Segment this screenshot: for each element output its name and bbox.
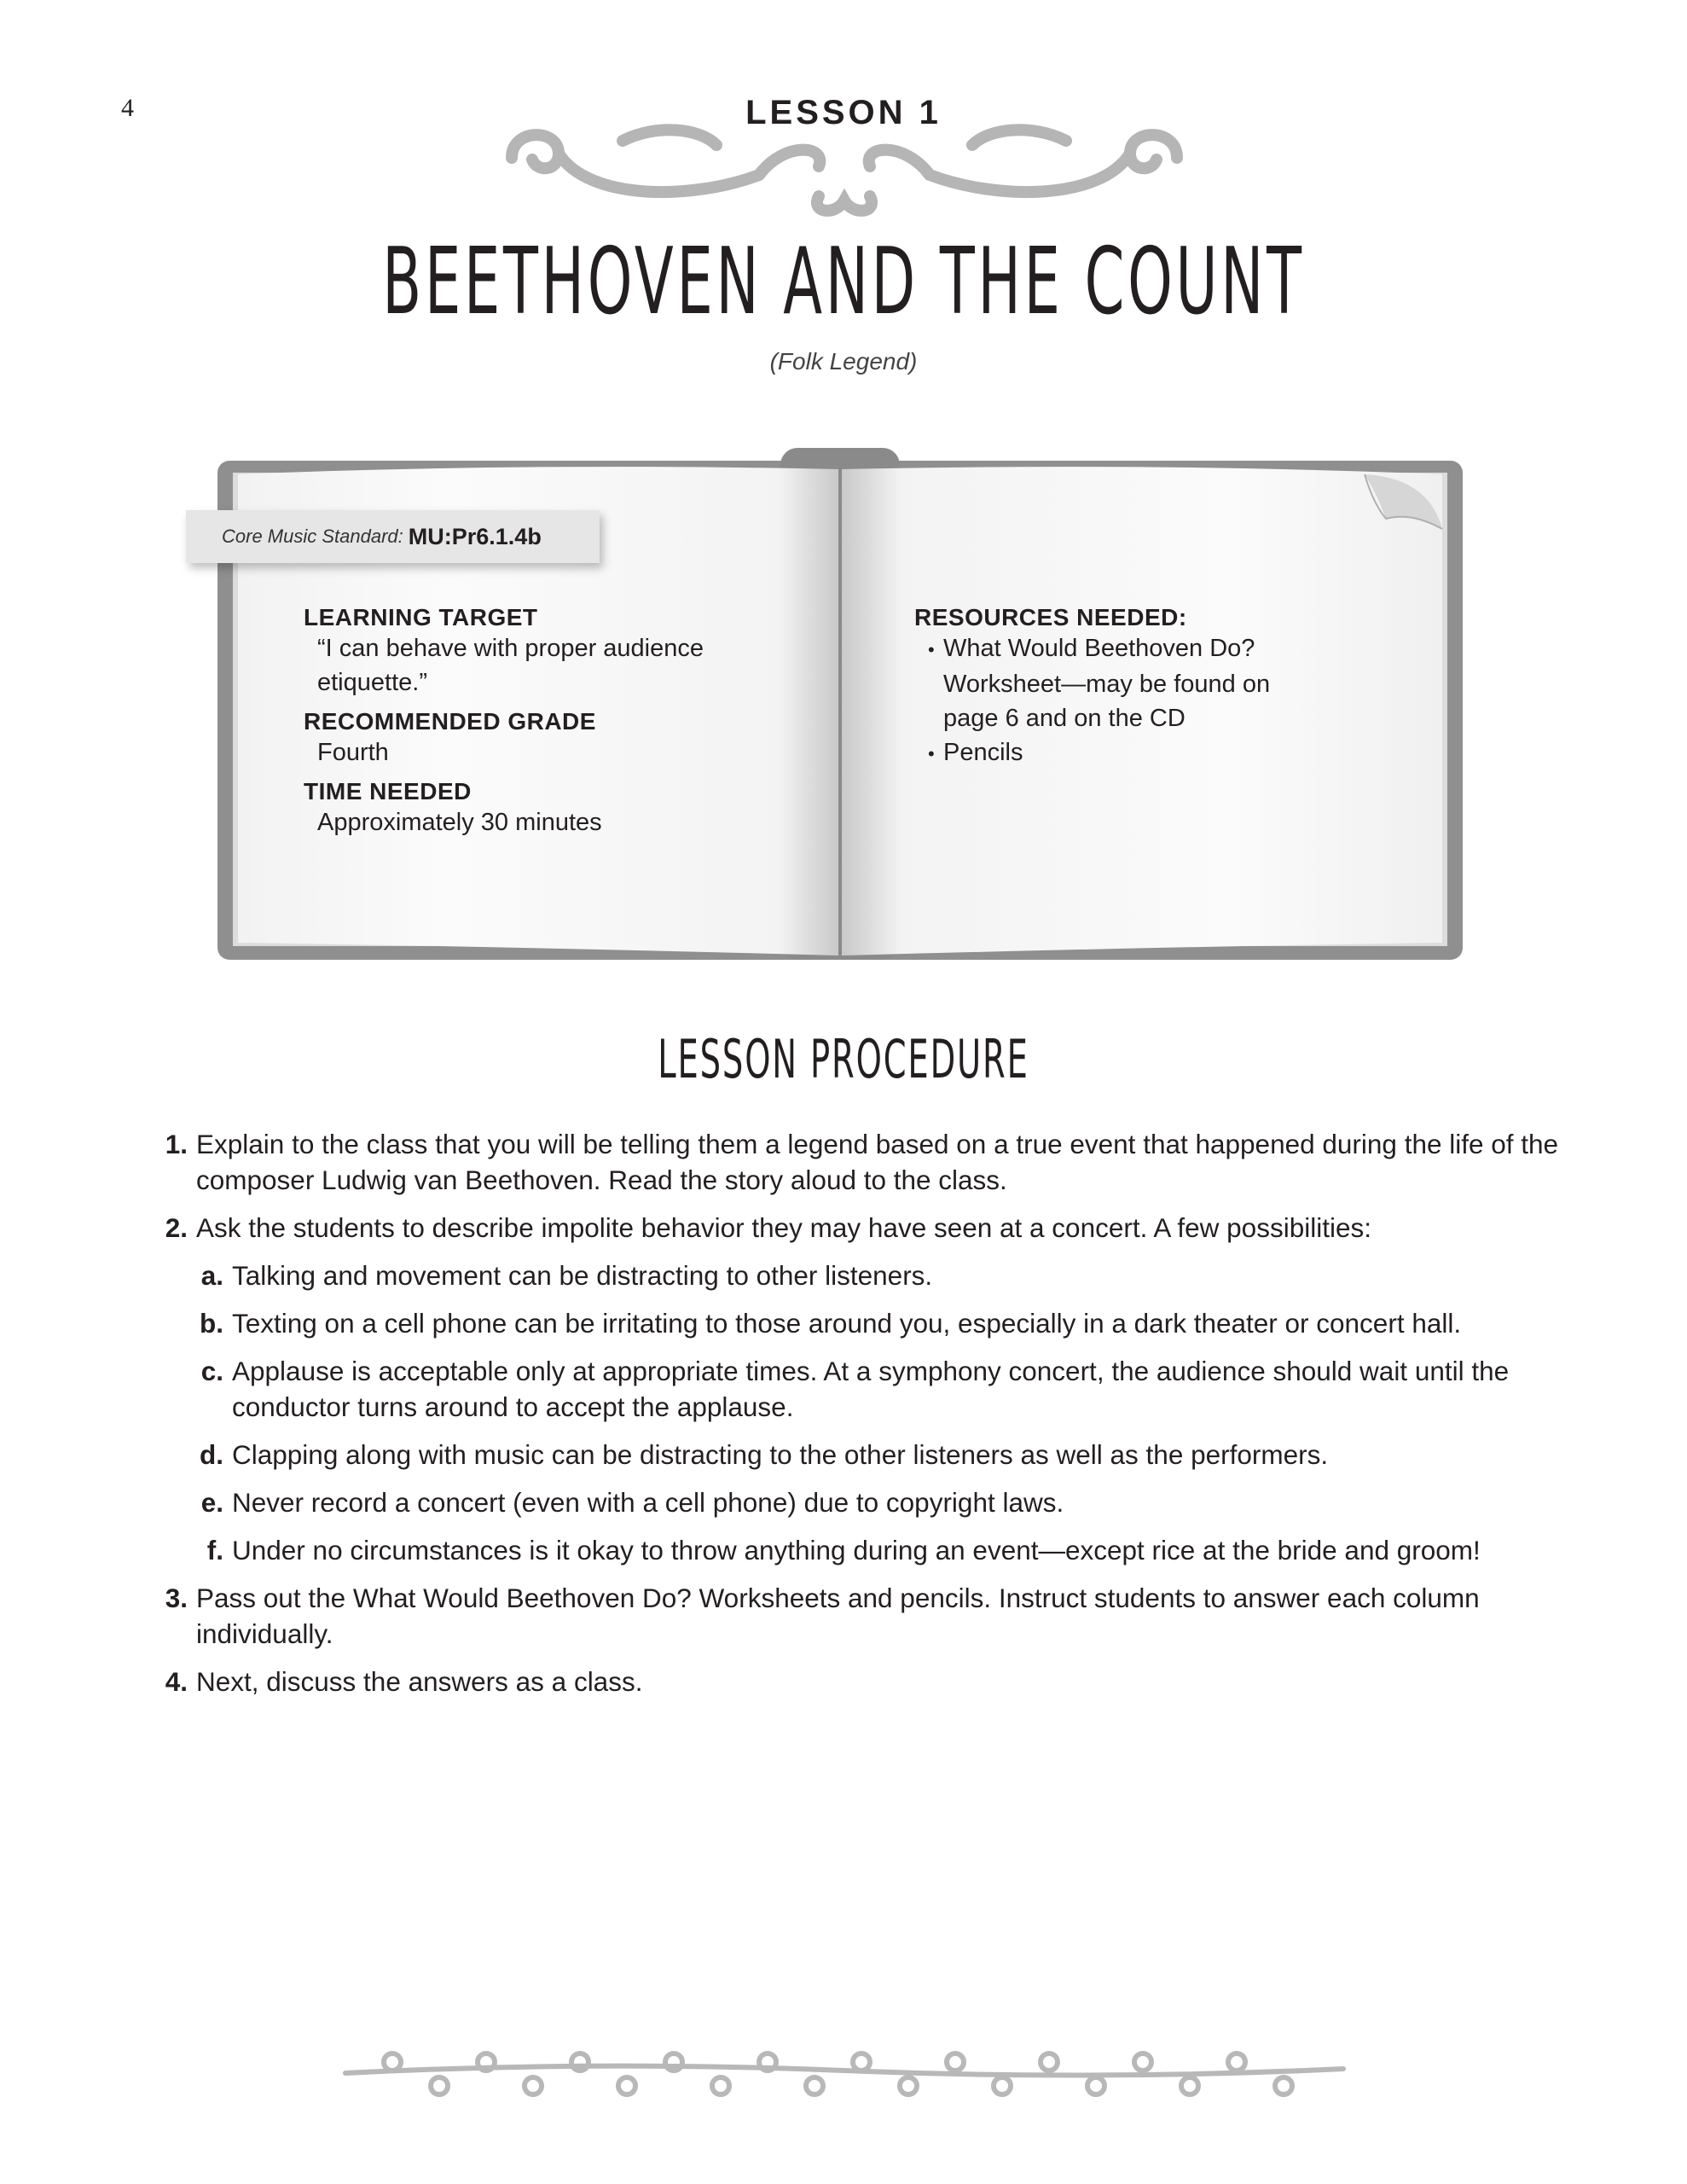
- standard-label: Core Music Standard:: [222, 526, 403, 547]
- substep-text: Clapping along with music can be distracting to the other listeners as well as the performers.: [232, 1439, 1329, 1470]
- step-number: 1.: [165, 1129, 188, 1159]
- procedure-heading: LESSON PROCEDURE: [658, 1028, 1029, 1090]
- resources-heading: RESOURCES NEEDED:: [914, 604, 1187, 630]
- vine-loop: [900, 2077, 917, 2094]
- procedure-substep: [145, 1532, 1578, 1568]
- recommended-grade-block: [304, 708, 781, 770]
- time-needed-value: Approximately 30 minutes: [317, 809, 602, 836]
- recommended-grade-heading: RECOMMENDED GRADE: [304, 708, 596, 735]
- vine-loop: [1181, 2077, 1198, 2094]
- vine-loop: [1228, 2053, 1245, 2071]
- learning-target-value: “I can behave with proper audience etiquette.”: [317, 635, 704, 696]
- time-needed-block: [304, 778, 781, 839]
- lesson-label: LESSON 1: [745, 94, 942, 131]
- vine-loop: [759, 2053, 776, 2071]
- substep-text: Talking and movement can be distracting to other listeners.: [232, 1260, 933, 1291]
- substep-letter: c.: [200, 1356, 223, 1386]
- page-number: 4: [121, 94, 134, 122]
- vine-loop: [571, 2053, 588, 2071]
- procedure-step: [145, 1210, 1578, 1246]
- substep-text: Texting on a cell phone can be irritating to those around you, especially in a dark theater or concert hall.: [232, 1308, 1462, 1339]
- step-number: 4.: [165, 1666, 188, 1697]
- procedure-substep: [145, 1258, 1578, 1293]
- vine-loop: [618, 2077, 635, 2094]
- procedure-substep: [145, 1437, 1578, 1472]
- substep-letter: d.: [200, 1439, 223, 1470]
- page-title: BEETHOVEN AND THE COUNT: [382, 229, 1305, 335]
- time-needed-heading: TIME NEEDED: [304, 778, 472, 804]
- procedure-substep: [145, 1353, 1578, 1425]
- vine-loop: [806, 2077, 823, 2094]
- substep-letter: a.: [200, 1260, 223, 1291]
- vine-loop: [1087, 2077, 1104, 2094]
- procedure-substep: [145, 1305, 1578, 1341]
- vine-loop: [525, 2077, 542, 2094]
- procedure-step: [145, 1580, 1578, 1652]
- vine-loop: [478, 2053, 495, 2071]
- resources-list: [914, 631, 1324, 771]
- lesson-info-right: [914, 604, 1324, 771]
- vine-loop: [1134, 2053, 1151, 2071]
- substep-letter: b.: [200, 1308, 223, 1339]
- procedure-substep: [145, 1484, 1578, 1520]
- substep-text: Never record a concert (even with a cell phone) due to copyright laws.: [232, 1487, 1064, 1518]
- step-number: 3.: [165, 1583, 188, 1613]
- lesson-info-left: [304, 604, 781, 848]
- vine-loop: [947, 2053, 964, 2071]
- step-number: 2.: [165, 1212, 188, 1243]
- substep-text: Under no circumstances is it okay to throw anything during an event—except rice at the bride and groom!: [232, 1535, 1481, 1565]
- core-standard-tab: [186, 510, 600, 563]
- vine-loop: [712, 2077, 729, 2094]
- vine-loop: [384, 2053, 401, 2071]
- procedure-step: [145, 1664, 1578, 1699]
- vine-ornament-bottom: [341, 2043, 1348, 2111]
- procedure-step: [145, 1126, 1578, 1198]
- page-subtitle: (Folk Legend): [769, 348, 918, 375]
- substep-text: Applause is acceptable only at appropriate times. At a symphony concert, the audience should wait until the conductor turns around to accept the applause.: [232, 1356, 1510, 1422]
- substep-letter: f.: [206, 1535, 223, 1565]
- vine-loop: [994, 2077, 1011, 2094]
- vine-loop: [431, 2077, 448, 2094]
- step-text: Ask the students to describe impolite behavior they may have seen at a concert. A few possibilities:: [196, 1212, 1371, 1243]
- step-text: Pass out the What Would Beethoven Do? Worksheets and pencils. Instruct students to answer each column individually.: [196, 1583, 1480, 1649]
- standard-value: MU:Pr6.1.4b: [408, 523, 542, 549]
- substep-letter: e.: [200, 1487, 223, 1518]
- vine-loop: [1041, 2053, 1058, 2071]
- resource-item: • What Would Beethoven Do? Worksheet—may be found on page 6 and on the CD: [914, 631, 1324, 735]
- step-text: Explain to the class that you will be telling them a legend based on a true event that happened during the life of the composer Ludwig van Beethoven. Read the story aloud to the class.: [196, 1129, 1559, 1195]
- vine-loop: [665, 2053, 682, 2071]
- learning-target-heading: LEARNING TARGET: [304, 604, 538, 630]
- vine-loop: [853, 2053, 870, 2071]
- learning-target-block: [304, 604, 781, 700]
- step-text: Next, discuss the answers as a class.: [196, 1666, 643, 1697]
- procedure-list: [145, 1126, 1578, 1711]
- resource-item: • Pencils: [914, 735, 1324, 771]
- vine-loop: [1275, 2077, 1292, 2094]
- recommended-grade-value: Fourth: [317, 739, 389, 766]
